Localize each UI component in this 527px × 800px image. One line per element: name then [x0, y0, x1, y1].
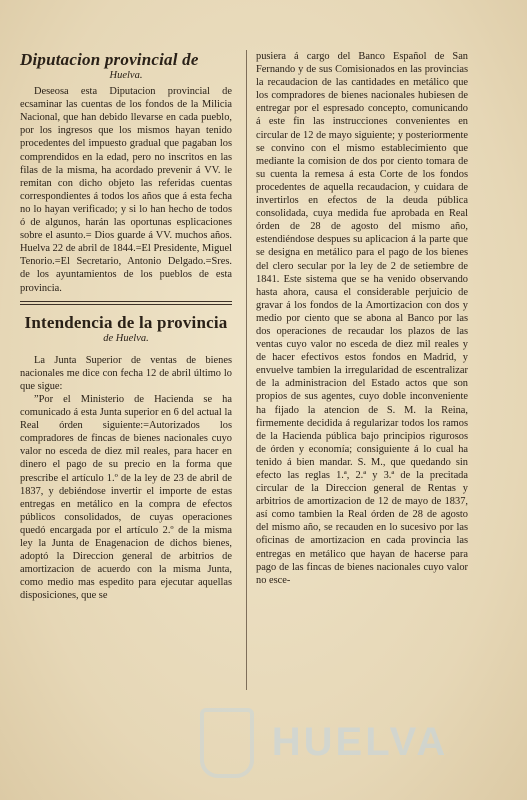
paragraph-diputacion: Deseosa esta Diputacion provincial de ecsaminar las cuentas de los fondos de la Milicia Nacional, que han debido llevarse en cada pueblo, por los ingresos que los mismos hayan tenido procedentes del impuesto gradual que pagaban los comprendidos en la edad, pero no inscritos en las filas de la misma, ha acordado prevenir á VV. le remitan con dicho objeto las referidas cuentas correspondientes á todos los años que á esta fecha no lo hayan verificado; y si lo han hecho de todos ó de algunos, harán las oportunas esplicaciones sobre el asunto.= Dios guarde á VV. muchos años. Huelva 22 de abril de 1844.=El Presidente, Miguel Tenorio.=El Secretario, Antonio Delgado.=Sres. de los ayuntamientos de los pueblos de esta provincia. [20, 86, 232, 294]
heading-intendencia: Intendencia de la provincia [24, 312, 228, 332]
section-divider [20, 301, 232, 305]
watermark-logo: HUELVA [271, 720, 449, 764]
paragraph-continuation: pusiera á cargo del Banco Español de San Fernando y de sus Comisionados en las provincias la recaudacion de las cantidades en metálico que los compradores de bienes nacionales hubiesen de entregar por el espresado concepto, comunicando á este fin las instrucciones convenientes en circular de 12 de mayo siguiente; y posteriormente se convino con el mismo establecimiento que mediante la comision de dos por ciento tomara de su cuenta la remesa á esta Corte de los fondos procedentes de aquella recaudacion, y cuidara de invertirlos en efectos de la deuda pública consolidada, cuya medida fue aprobada en Real órden de 28 de agosto del mismo año, estendiéndose despues su aplicacion á la parte que se designa en metálico para el pago de los bienes del clero secular por la ley de 2 de setiembre de 1841. Este sistema que se ha venido observando hasta ahora, causa el considerable perjuicio de gravar á los fondos de la Amortizacion con dos y medio por ciento que se abona al Banco por las dos operaciones de recaudar los plazos de las ventas cuyo valor no esceda de diez mil reales y de hacer efectivos estos fondos en Madrid, y envuelve tambien la irregularidad de escentralizar de la administracion del Estado actos que son propios de sus agentes, cuyo doble inconveniente ha fijado la atencion de S. M. la Reina, firmemente decidida á regularizar todos los ramos de la Hacienda pública bajo principios rigurosos de órden y economía; consiguiente á lo cual ha tenido á bien mandar. S. M., que quedando sin efecto las reglas 1.ª, 2.ª y 3.ª de la precitada circular de la Direccion general de Rentas y arbitrios de amortizacion de 12 de mayo de 1837, así como tambien la Real órden de 28 de agosto del mismo año, se recauden en lo sucesivo por las oficinas de amortizacion en cada provincia las entregas en metálico que hayan de hacerse para pago de las fincas de bienes nacionales cuyo valor no esce- [256, 51, 468, 586]
subheading-huelva: Huelva. [109, 70, 143, 81]
paragraph-ministerio: ”Por el Ministerio de Hacienda se ha comunicado á esta Junta superior en 6 del actual la Real órden siguiente:=Autorizados los compradores de fincas de bienes nacionales cuyo valor no esceda de diez mil reales, para hacer en dinero el pago de su precio en la forma que prescribe el artículo 1.º de la ley de 23 de abril de 1837, y debiéndose invertir el importe de estas entregas en metálico en la compra de efectos públicos consolidados, de cuyas operaciones quedó encargada por el artículo 2.º de la misma ley la Junta de Enagenacion de dichos bienes, adoptó la Direccion general de arbitrios de amortizacion de acuerdo con la misma Junta, como medio mas espedito para ejecutar aquellas disposiciones, que se [20, 393, 232, 602]
paragraph-junta-intro: La Junta Superior de ventas de bienes nacionales me dice con fecha 12 de abril último lo que sigue: [20, 354, 232, 392]
right-column [256, 50, 468, 587]
left-column [20, 50, 232, 602]
watermark-seal-icon [200, 708, 254, 778]
subheading-de-huelva: de Huelva. [103, 332, 149, 344]
column-divider [246, 50, 247, 690]
heading-diputacion: Diputacion provincial de [20, 50, 199, 69]
